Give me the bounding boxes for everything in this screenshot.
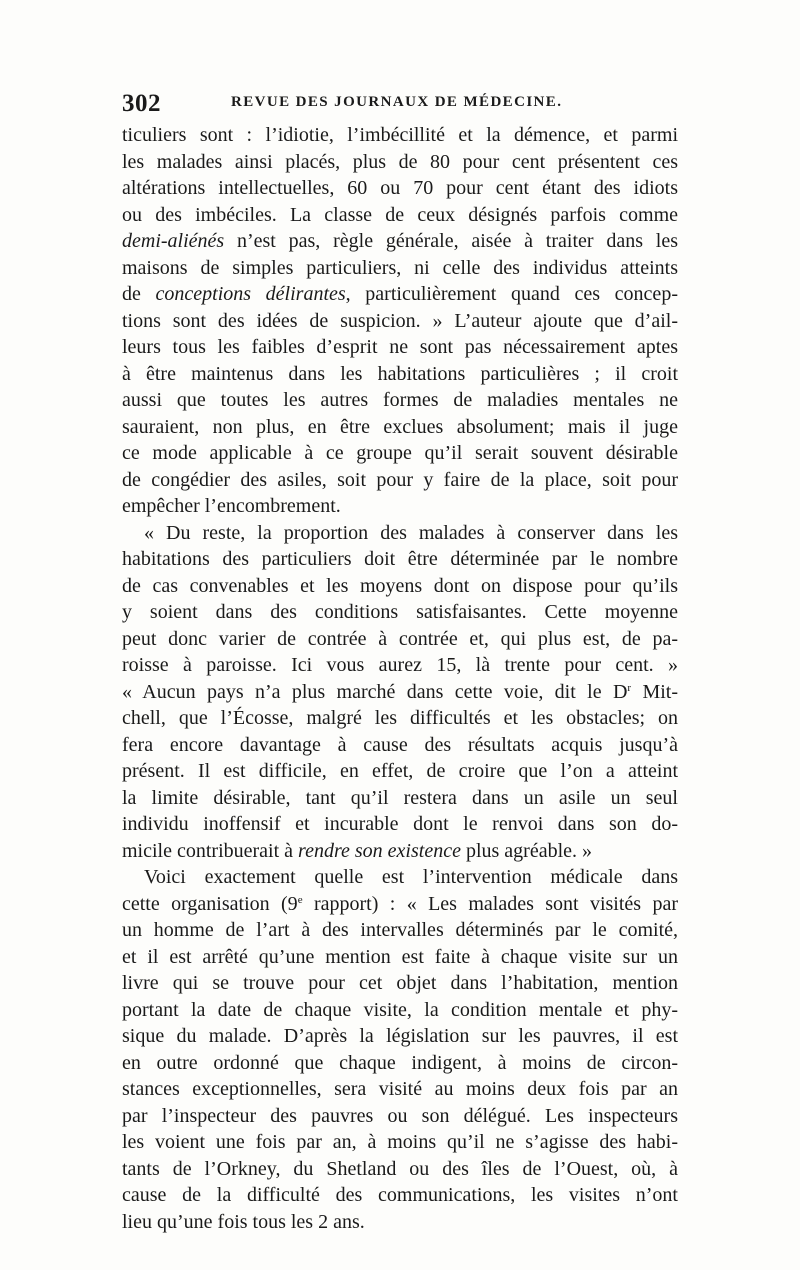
text-line [122, 891, 678, 918]
text-line [122, 599, 678, 626]
line-text: cette organisation (9 [122, 892, 298, 915]
line-text: et il est arrêté qu’une mention est faite à chaque visite sur un [122, 945, 678, 968]
text-line [122, 811, 678, 838]
superscript: r [627, 681, 632, 694]
line-text: présent. Il est difficile, en effet, de croire que l’on a atteint [122, 760, 678, 782]
text-line [122, 1129, 678, 1156]
text-line [122, 1182, 678, 1209]
line-text: de congédier des asiles, soit pour y faire de la place, soit pour [122, 468, 678, 491]
line-text: lieu qu’une fois tous les 2 ans. [122, 1210, 365, 1233]
text-line [122, 175, 678, 202]
line-text: fera encore davantage à cause des résultats acquis jusqu’à [122, 733, 678, 756]
text-line [122, 785, 678, 812]
line-text: « Du reste, la proportion des malades à conserver dans les [144, 521, 678, 544]
line-text: tions sont des idées de suspicion. » L’auteur ajoute que d’ail- [122, 309, 678, 332]
text-line [122, 228, 678, 255]
line-text: Voici exactement quelle est l’intervention médicale dans [144, 866, 678, 888]
text-line [122, 361, 678, 388]
line-text: ce mode applicable à ce groupe qu’il serait souvent désirable [122, 442, 678, 464]
text-line [122, 917, 678, 944]
text-line [122, 1209, 678, 1236]
line-text: aussi que toutes les autres formes de maladies mentales ne [122, 389, 678, 411]
line-text: livre qui se trouve pour cet objet dans l’habitation, mention [122, 972, 678, 994]
line-text: en outre ordonné que chaque indigent, à moins de circon- [122, 1051, 678, 1074]
line-text: empêcher l’encombrement. [122, 495, 341, 517]
line-text: n’est pas, règle générale, aisée à traiter dans les [224, 230, 678, 252]
line-text: les malades ainsi placés, plus de 80 pour cent présentent ces [122, 150, 678, 173]
line-text: chell, que l’Écosse, malgré les difficultés et les obstacles; on [122, 707, 678, 729]
line-text: maisons de simples particuliers, ni celle des individus atteints [122, 256, 678, 279]
running-head [122, 90, 678, 120]
line-text: peut donc varier de contrée à contrée et, qui plus est, de pa- [122, 627, 678, 650]
text-line [122, 838, 678, 865]
text-line [122, 467, 678, 494]
text-line [122, 387, 678, 414]
text-line [122, 1156, 678, 1183]
text-line [122, 626, 678, 653]
text-line [122, 308, 678, 335]
text-line [122, 705, 678, 732]
italic-text: conceptions délirantes [155, 283, 346, 305]
line-text: les voient une fois par an, à moins qu’il ne s’agisse des habi- [122, 1131, 678, 1153]
text-line [122, 414, 678, 441]
text-line [122, 149, 678, 176]
text-line [122, 997, 678, 1024]
text-line [122, 440, 678, 467]
text-line [122, 1023, 678, 1050]
line-text: tants de l’Orkney, du Shetland ou des îles de l’Ouest, où, à [122, 1157, 678, 1180]
text-line [122, 679, 678, 706]
line-text: rapport) : « Les malades sont visités par [302, 892, 678, 915]
text-line [122, 281, 678, 308]
text-line [122, 864, 678, 891]
line-text: plus agréable. » [460, 839, 593, 862]
line-text: sauraient, non plus, en être exclues absolument; mais il juge [122, 415, 678, 438]
line-text: portant la date de chaque visite, la condition mentale et phy- [122, 998, 678, 1021]
line-text: stances exceptionnelles, sera visité au moins deux fois par an [122, 1078, 678, 1100]
superscript: e [297, 893, 303, 906]
text-line [122, 520, 678, 547]
line-text: micile contribuerait à [122, 839, 299, 862]
line-text: un homme de l’art à des intervalles déterminés par le comité, [122, 919, 678, 941]
text-line [122, 758, 678, 785]
line-text: individu inoffensif et incurable dont le renvoi dans son do- [122, 813, 678, 835]
text-line [122, 255, 678, 282]
text-line [122, 493, 678, 520]
text-line [122, 652, 678, 679]
line-text: à être maintenus dans les habitations particulières ; il croit [122, 362, 678, 385]
line-text: cause de la difficulté des communications, les visites n’ont [122, 1184, 678, 1206]
body-text [122, 122, 678, 1235]
line-text: par l’inspecteur des pauvres ou son délégué. Les inspecteurs [122, 1104, 678, 1127]
line-text: « Aucun pays n’a plus marché dans cette voie, dit le D [122, 680, 628, 703]
text-line [122, 122, 678, 149]
text-line [122, 732, 678, 759]
line-text: ou des imbéciles. La classe de ceux désignés parfois comme [122, 203, 678, 226]
line-text: leurs tous les faibles d’esprit ne sont pas nécessairement aptes [122, 336, 678, 358]
text-line [122, 546, 678, 573]
line-text: Mit- [631, 680, 678, 703]
text-line [122, 573, 678, 600]
line-text: de [122, 283, 156, 305]
line-text: de cas convenables et les moyens dont on dispose pour qu’ils [122, 574, 678, 597]
line-text: ticuliers sont : l’idiotie, l’imbécillité et la démence, et parmi [122, 124, 678, 146]
line-text: habitations des particuliers doit être déterminée par le nombre [122, 548, 678, 570]
text-line [122, 970, 678, 997]
italic-text: rendre son existence [298, 839, 461, 862]
line-text: la limite désirable, tant qu’il restera dans un asile un seul [122, 786, 678, 809]
text-line [122, 1050, 678, 1077]
page-number: 302 [122, 90, 161, 117]
line-text: sique du malade. D’après la législation sur les pauvres, il est [122, 1025, 678, 1047]
line-text: roisse à paroisse. Ici vous aurez 15, là trente pour cent. » [122, 654, 678, 676]
text-line [122, 944, 678, 971]
journal-title: REVUE DES JOURNAUX DE MÉDECINE. [231, 94, 563, 110]
line-text: y soient dans des conditions satisfaisantes. Cette moyenne [122, 601, 678, 623]
text-line [122, 1103, 678, 1130]
text-line [122, 202, 678, 229]
line-text: altérations intellectuelles, 60 ou 70 pour cent étant des idiots [122, 177, 678, 199]
italic-text: demi-aliénés [122, 230, 225, 252]
text-line [122, 1076, 678, 1103]
text-line [122, 334, 678, 361]
line-text: , particulièrement quand ces concep- [345, 283, 678, 305]
